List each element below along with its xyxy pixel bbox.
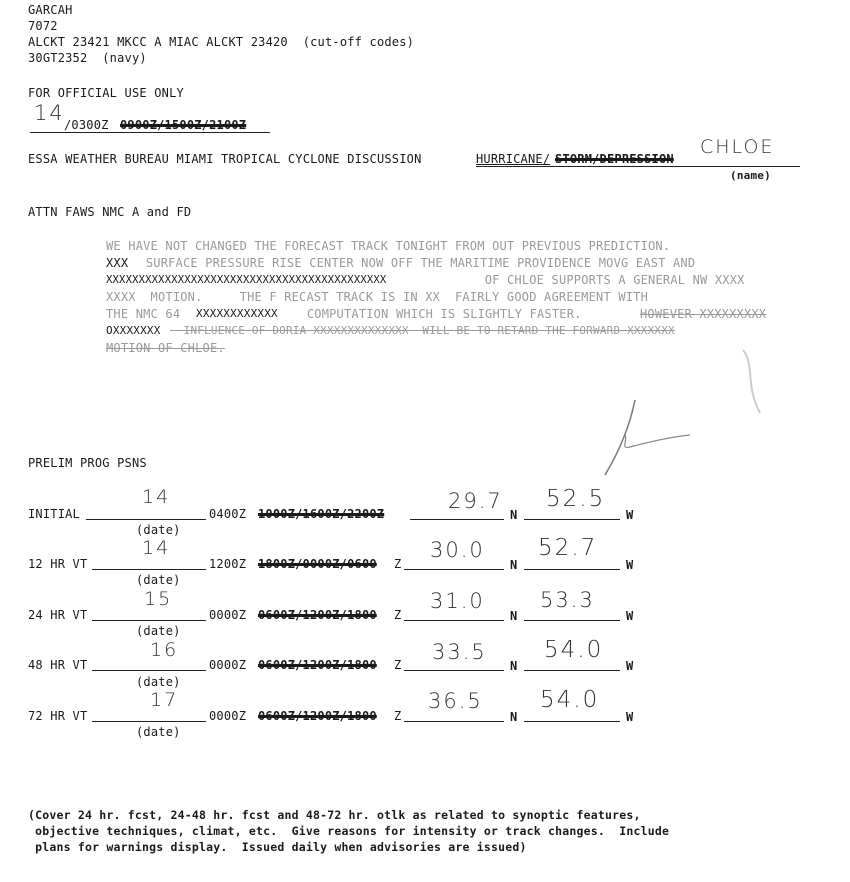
discussion-line-6b: INFLUENCE OF DORIA XXXXXXXXXXXXXX WILL BE TO RETARD THE FORWARD XXXXXXX — [170, 324, 675, 337]
lat-underline — [404, 670, 504, 671]
n-label: N — [510, 609, 518, 623]
n-label: N — [510, 508, 518, 522]
w-label: W — [626, 558, 634, 572]
date-underline — [92, 569, 206, 570]
classification: FOR OFFICIAL USE ONLY — [28, 86, 184, 100]
lon-underline — [524, 670, 620, 671]
routing-line-4: 30GT2352 (navy) — [28, 51, 147, 65]
prog-longitude: 54.0 — [540, 687, 600, 713]
prog-latitude: 33.5 — [432, 640, 487, 664]
w-label: W — [626, 508, 634, 522]
prog-row-label: INITIAL — [28, 507, 80, 521]
prog-heading: PRELIM PROG PSNS — [28, 456, 147, 470]
prog-date-handwritten: 14 — [142, 537, 171, 559]
discussion-line-6a: OXXXXXXX — [106, 324, 161, 337]
prog-longitude: 52.5 — [546, 486, 606, 512]
dtg-underline — [30, 132, 270, 133]
faint-pencil-mark — [735, 345, 775, 420]
discussion-line-3b: OF CHLOE SUPPORTS A GENERAL NW XXXX — [455, 273, 745, 287]
n-label: N — [510, 710, 518, 724]
lat-underline — [404, 721, 504, 722]
routing-line-3: ALCKT 23421 MKCC A MIAC ALCKT 23420 (cut-off codes) — [28, 35, 415, 49]
discussion-line-1: WE HAVE NOT CHANGED THE FORECAST TRACK TONIGHT FROM OUT PREVIOUS PREDICTION. — [106, 239, 671, 253]
instructions-line-1: (Cover 24 hr. fcst, 24-48 hr. fcst and 48-72 hr. otlk as related to synoptic features, — [28, 808, 641, 822]
prog-time-suffix: Z — [394, 658, 402, 672]
prog-latitude: 30.0 — [430, 538, 485, 562]
discussion-line-2a: XXX — [106, 256, 129, 270]
prog-time-struck: 0600Z/1200Z/1800 — [258, 709, 377, 723]
discussion-line-5d: HOWEVER XXXXXXXXX — [640, 307, 767, 321]
date-label: (date) — [136, 573, 181, 587]
storm-name-handwritten: CHLOE — [700, 136, 775, 158]
name-label: (name) — [730, 169, 771, 182]
prog-time-suffix: Z — [394, 608, 402, 622]
discussion-line-5b: XXXXXXXXXXXX — [196, 307, 278, 320]
date-label: (date) — [136, 523, 181, 537]
bulletin-title: ESSA WEATHER BUREAU MIAMI TROPICAL CYCLONE DISCUSSION — [28, 152, 429, 166]
n-label: N — [510, 558, 518, 572]
w-label: W — [626, 659, 634, 673]
dtg-struck: 0900Z/1500Z/2100Z — [120, 118, 247, 132]
discussion-line-2b: SURFACE PRESSURE RISE CENTER NOW OFF THE MARITIME PROVIDENCE MOVG EAST AND — [131, 256, 696, 270]
prog-latitude: 31.0 — [430, 589, 485, 613]
prog-longitude: 52.7 — [538, 535, 598, 561]
prog-time: 0400Z — [209, 507, 247, 521]
prog-row-label: 48 HR VT — [28, 658, 88, 672]
prog-time-struck: 0600Z/1200Z/1800 — [258, 608, 377, 622]
prog-time-suffix: Z — [394, 557, 402, 571]
prog-latitude: 29.7 — [448, 489, 503, 513]
prog-date-handwritten: 14 — [142, 486, 171, 508]
discussion-line-4: XXXX MOTION. THE F RECAST TRACK IS IN XX FAIRLY GOOD AGREEMENT WITH — [106, 290, 648, 304]
prog-time-struck: 0600Z/1200Z/1800 — [258, 658, 377, 672]
prog-time-struck: 1000Z/1600Z/2200Z — [258, 507, 385, 521]
n-label: N — [510, 659, 518, 673]
lat-underline — [410, 519, 504, 520]
prog-latitude: 36.5 — [428, 689, 483, 713]
w-label: W — [626, 710, 634, 724]
dtg-time: /0300Z — [64, 118, 109, 132]
prog-row-label: 12 HR VT — [28, 557, 88, 571]
discussion-line-5c: COMPUTATION WHICH IS SLIGHTLY FASTER. — [292, 307, 597, 321]
lon-underline — [524, 620, 620, 621]
routing-line-1: GARCAH — [28, 3, 73, 17]
lon-underline — [524, 519, 620, 520]
date-label: (date) — [136, 675, 181, 689]
prog-longitude: 53.3 — [540, 588, 595, 612]
prog-longitude: 54.0 — [544, 637, 604, 663]
lat-underline — [404, 569, 504, 570]
prog-time-suffix: Z — [394, 709, 402, 723]
prog-date-handwritten: 17 — [150, 689, 179, 711]
lat-underline — [404, 620, 504, 621]
w-label: W — [626, 609, 634, 623]
dtg-day-handwritten: 14 — [34, 101, 65, 125]
lon-underline — [524, 569, 620, 570]
prog-row-label: 24 HR VT — [28, 608, 88, 622]
date-underline — [86, 519, 206, 520]
date-underline — [92, 620, 206, 621]
date-label: (date) — [136, 725, 181, 739]
attn-line: ATTN FAWS NMC A and FD — [28, 205, 192, 219]
discussion-line-7: MOTION OF CHLOE. — [106, 341, 225, 355]
prog-time-struck: 1800Z/0000Z/0600 — [258, 557, 377, 571]
prog-date-handwritten: 16 — [150, 639, 179, 661]
title-underline — [476, 166, 800, 167]
prog-time: 0000Z — [209, 658, 247, 672]
prog-date-handwritten: 15 — [144, 588, 173, 610]
cyclone-type-struck: STORM/DEPRESSION — [555, 152, 674, 166]
date-underline — [92, 721, 206, 722]
date-label: (date) — [136, 624, 181, 638]
routing-line-2: 7072 — [28, 19, 58, 33]
prog-time: 0000Z — [209, 608, 247, 622]
cyclone-type: HURRICANE/ — [476, 152, 551, 166]
prog-time: 1200Z — [209, 557, 247, 571]
lon-underline — [524, 721, 620, 722]
prog-time: 0000Z — [209, 709, 247, 723]
date-underline — [92, 670, 206, 671]
prog-row-label: 72 HR VT — [28, 709, 88, 723]
discussion-line-5a: THE NMC 64 — [106, 307, 188, 321]
instructions-line-2: objective techniques, climat, etc. Give reasons for intensity or track changes. Include — [28, 824, 670, 838]
instructions-line-3: plans for warnings display. Issued daily when advisories are issued) — [28, 840, 527, 854]
discussion-line-3a: XXXXXXXXXXXXXXXXXXXXXXXXXXXXXXXXXXXXXXXXXXX — [106, 274, 387, 286]
